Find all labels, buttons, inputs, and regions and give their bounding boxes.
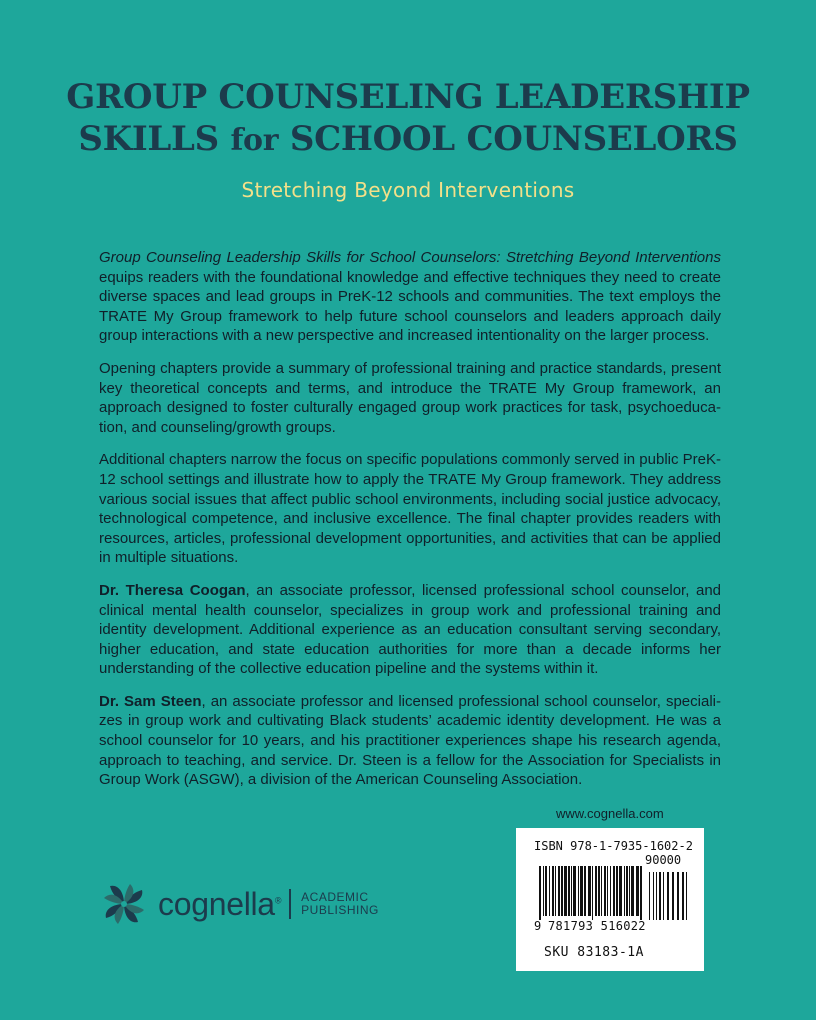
barcode-bar [558, 866, 560, 916]
addon-bar [653, 872, 654, 920]
back-cover-description [99, 248, 721, 803]
price-addon: 90000 [645, 853, 682, 867]
author-name: Dr. Sam Steen [99, 692, 202, 710]
barcode-bars [531, 866, 691, 920]
title-skills: SKILLS [78, 119, 219, 159]
publisher-tagline [301, 891, 379, 917]
isbn-number: ISBN 978-1-7935-1602-2 [534, 839, 693, 853]
barcode-bar [640, 866, 642, 920]
barcode-bar [564, 866, 567, 916]
barcode-bar [604, 866, 606, 916]
author-bio-coogan [99, 581, 721, 679]
barcode-bar [539, 866, 541, 920]
barcode-bar [592, 866, 593, 920]
barcode-bar [631, 866, 634, 916]
title-line-2 [0, 118, 816, 162]
book-subtitle: Stretching Beyond Interventions [241, 178, 575, 202]
barcode-bar [578, 866, 579, 916]
barcode-bar [636, 866, 639, 916]
barcode-bar [598, 866, 600, 916]
publisher-website: www.cognella.com [556, 806, 664, 821]
barcode-bar [616, 866, 618, 916]
author-bio-steen [99, 692, 721, 790]
book-title [0, 76, 816, 162]
publisher-name-text: cognella [158, 885, 275, 922]
addon-bar [672, 872, 674, 920]
barcode-bar [629, 866, 630, 916]
description-book-title: Group Counseling Leadership Skills for School Counselors: Stretching Beyond Interventions [99, 249, 721, 266]
barcode-bar [595, 866, 597, 916]
addon-bar [659, 872, 661, 920]
trademark-symbol: ® [274, 894, 282, 905]
barcode-bar [545, 866, 547, 916]
barcode-bar [584, 866, 586, 916]
isbn-barcode [516, 828, 704, 971]
publisher-name [158, 886, 281, 923]
barcode-bar [543, 866, 544, 916]
barcode-bar [555, 866, 556, 916]
title-for: for [230, 123, 279, 158]
addon-bar [649, 872, 650, 920]
barcode-bar [626, 866, 628, 916]
description-paragraph-3: Additional chapters narrow the focus on specific populations commonly served in public PreK-12 school settings and illustrate how to apply the TRATE My Group framework. They address various social issues that affect public school environments, including social justice advocacy, technological competence, and inclusive excellence. The final chapter provides readers with resources, articles, professional development opportunities, and activities that can be applied in multiple situations. [99, 451, 721, 567]
barcode-bar [613, 866, 615, 916]
tagline-line-2: PUBLISHING [301, 903, 379, 917]
publisher-logo [98, 876, 379, 932]
tagline-line-1: ACADEMIC [301, 890, 369, 904]
barcode-lead-digit: 9 [534, 919, 542, 933]
barcode-bar [619, 866, 622, 916]
cognella-pinwheel-icon [98, 878, 150, 930]
addon-bar [686, 872, 687, 920]
addon-bar [667, 872, 669, 920]
barcode-bar [573, 866, 576, 916]
barcode-digits: 781793 516022 [548, 919, 646, 933]
barcode-bar [549, 866, 550, 916]
description-p1-text: equips readers with the foundational knowledge and effective techniques they need to create diverse spaces and lead groups in PreK-12 schools and communities. The text employs the TRATE My Group framework to help future school counselors and leaders approach daily group interactions with a new perspective and increased intentionality on the larger process. [99, 268, 721, 345]
description-paragraph-1 [99, 248, 721, 346]
barcode-bar [580, 866, 583, 916]
title-school-counselors: SCHOOL COUNSELORS [289, 119, 738, 159]
author-bio-text: , an associate professor and licensed professional school counselor, specializes in group work and cultivating Black students’ academic identity development. He was a school counselor for 10 years, and his practitioner experiences shape his research agenda, approach to teaching, and service. Dr. Steen is a fellow for the Association for Specialists in Group Work (ASGW), a division of the American Counseling Association. [99, 692, 721, 789]
addon-bar [677, 872, 679, 920]
title-line-1: GROUP COUNSELING LEADERSHIP [66, 77, 750, 117]
barcode-bar [571, 866, 572, 916]
barcode-bar [610, 866, 611, 916]
barcode-bar [561, 866, 563, 916]
logo-divider [289, 889, 291, 919]
description-paragraph-2: Opening chapters provide a summary of professional training and practice standards, present key theoretical concepts and terms, and introduce the TRATE My Group framework, an approach designed to foster culturally engaged group work practices for task, psychoeducation, and counseling/growth groups. [99, 359, 721, 436]
barcode-bar [588, 866, 591, 916]
addon-bar [663, 872, 664, 920]
addon-bar [682, 872, 684, 920]
barcode-bar [568, 866, 570, 916]
sku-number: SKU 83183-1A [544, 945, 644, 960]
barcode-bar [552, 866, 554, 916]
addon-bar [656, 872, 657, 920]
barcode-bar [601, 866, 602, 916]
barcode-bar [607, 866, 608, 916]
author-name: Dr. Theresa Coogan [99, 581, 246, 599]
barcode-bar [624, 866, 625, 916]
author-bio-text: , an associate professor, licensed professional school counselor, and clinical mental health counselor, specializes in group work and professional training and identity development. Additional experience as an education consultant serving secondary, higher education, and state education authorities for more than a decade informs her understanding of the collective education pipeline and the systems within it. [99, 581, 722, 678]
